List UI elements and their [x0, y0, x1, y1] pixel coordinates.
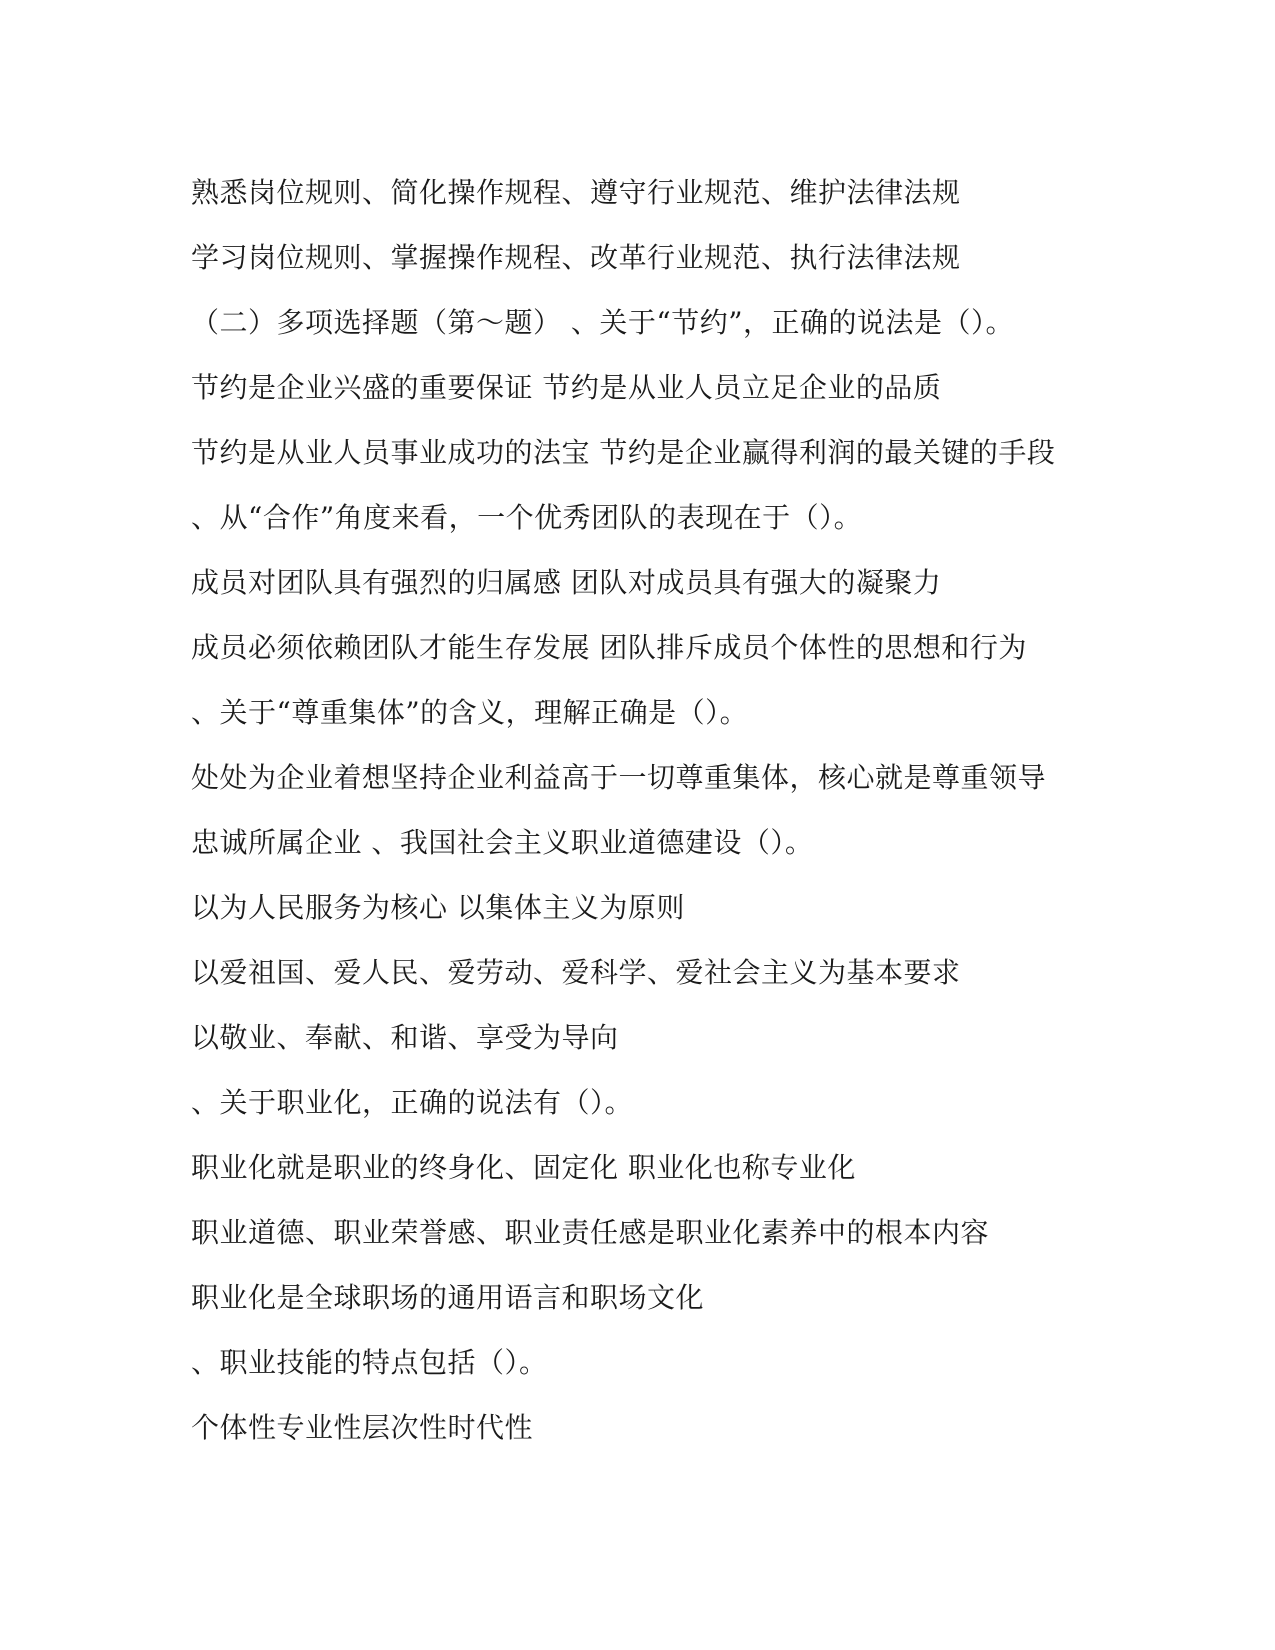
- text-line: 以为人民服务为核心 以集体主义为原则: [191, 891, 685, 924]
- text-line: 节约是企业兴盛的重要保证 节约是从业人员立足企业的品质: [191, 371, 942, 404]
- text-line: 职业化是全球职场的通用语言和职场文化: [191, 1281, 705, 1314]
- question-line: 、关于职业化，正确的说法有（）。: [191, 1086, 634, 1119]
- text-line: 成员必须依赖团队才能生存发展 团队排斥成员个体性的思想和行为: [191, 631, 1027, 664]
- text-line: 职业化就是职业的终身化、固定化 职业化也称专业化: [191, 1151, 856, 1184]
- text-line: 成员对团队具有强烈的归属感 团队对成员具有强大的凝聚力: [191, 566, 942, 599]
- text-line: 以爱祖国、爱人民、爱劳动、爱科学、爱社会主义为基本要求: [191, 956, 961, 989]
- section-heading-line: （二）多项选择题（第～题） 、关于“节约”，正确的说法是（）。: [191, 306, 1015, 339]
- text-line: 处处为企业着想坚持企业利益高于一切尊重集体，核心就是尊重领导: [191, 761, 1047, 794]
- text-line: 个体性专业性层次性时代性: [191, 1411, 534, 1444]
- question-line: 、关于“尊重集体”的含义，理解正确是（）。: [191, 696, 749, 729]
- text-line: 熟悉岗位规则、简化操作规程、遵守行业规范、维护法律法规: [191, 176, 961, 209]
- text-line: 职业道德、职业荣誉感、职业责任感是职业化素养中的根本内容: [191, 1216, 990, 1249]
- text-line: 以敬业、奉献、和谐、享受为导向: [191, 1021, 619, 1054]
- text-line: 节约是从业人员事业成功的法宝 节约是企业赢得利润的最关键的手段: [191, 436, 1056, 469]
- question-line: 、职业技能的特点包括（）。: [191, 1346, 548, 1379]
- question-line: 、从“合作”角度来看，一个优秀团队的表现在于（）。: [191, 501, 863, 534]
- text-line: 忠诚所属企业 、我国社会主义职业道德建设（）。: [191, 826, 814, 859]
- document-body: [191, 160, 1111, 1460]
- text-line: 学习岗位规则、掌握操作规程、改革行业规范、执行法律法规: [191, 241, 961, 274]
